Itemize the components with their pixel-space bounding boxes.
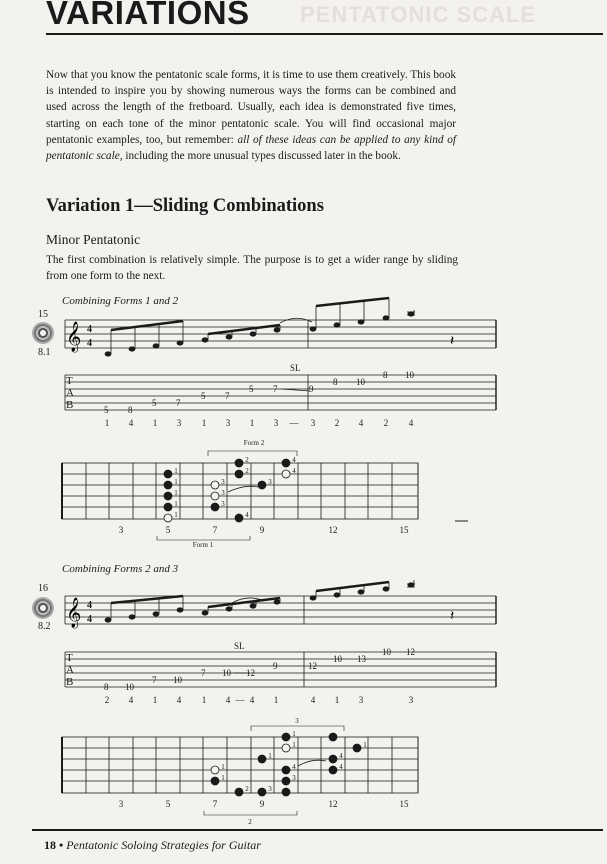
- svg-text:5: 5: [165, 525, 171, 535]
- measure-1-notes: [105, 596, 280, 622]
- svg-text:9: 9: [273, 661, 278, 671]
- svg-text:10: 10: [356, 377, 365, 387]
- svg-text:3: 3: [176, 418, 182, 428]
- svg-text:4: 4: [310, 695, 316, 705]
- svg-text:2: 2: [334, 418, 340, 428]
- svg-text:7: 7: [201, 668, 206, 678]
- svg-text:1: 1: [152, 695, 158, 705]
- time-sig-bottom: 4: [87, 338, 92, 349]
- svg-text:1: 1: [334, 695, 340, 705]
- svg-text:10: 10: [173, 675, 182, 685]
- svg-text:—: —: [289, 418, 299, 428]
- page-title: VARIATIONS: [46, 0, 250, 31]
- svg-text:3: 3: [118, 799, 124, 809]
- example-2-caption: Combining Forms 2 and 3: [62, 563, 179, 575]
- tab-letter-t: T: [66, 652, 73, 664]
- svg-text:8: 8: [104, 682, 109, 692]
- svg-text:1: 1: [174, 511, 178, 519]
- svg-text:3: 3: [221, 478, 225, 486]
- treble-clef-icon: 𝄞: [66, 598, 82, 628]
- tab-letter-a: A: [66, 664, 74, 676]
- svg-text:3: 3: [310, 418, 316, 428]
- svg-text:4: 4: [292, 456, 296, 464]
- svg-text:4: 4: [358, 418, 364, 428]
- svg-text:1: 1: [152, 418, 158, 428]
- svg-text:1: 1: [201, 695, 207, 705]
- time-sig-top: 4: [87, 600, 92, 611]
- svg-text:1: 1: [292, 730, 296, 738]
- svg-text:1: 1: [221, 763, 225, 771]
- svg-text:1: 1: [174, 467, 178, 475]
- svg-text:4: 4: [225, 695, 231, 705]
- svg-text:4: 4: [245, 511, 249, 519]
- ghost-heading: PENTATONIC SCALE: [300, 2, 537, 27]
- svg-text:8: 8: [333, 377, 338, 387]
- svg-text:12: 12: [328, 525, 338, 535]
- svg-text:15: 15: [399, 799, 409, 809]
- svg-text:1: 1: [201, 418, 207, 428]
- svg-text:4: 4: [128, 695, 134, 705]
- svg-text:10: 10: [333, 654, 342, 664]
- form-1-label: Form 1: [192, 541, 214, 549]
- svg-text:1: 1: [104, 418, 110, 428]
- footer-rule: [32, 829, 603, 831]
- example-1-track-number: 15: [38, 309, 48, 320]
- svg-text:10: 10: [382, 647, 391, 657]
- example-2-track-sub: 8.2: [38, 621, 51, 632]
- svg-text:3: 3: [268, 785, 272, 793]
- svg-text:1: 1: [363, 741, 367, 749]
- intro-paragraph: Now that you know the pentatonic scale forms, it is time to use them creatively. This book is intended to inspire you by showing numerous ways the forms can be combined and used across the length of the fretboard. Usually, each idea is demonstrated five times, starting on each tone of the minor pentatonic scale. You will find occasional major pentatonic examples, too, but remember: all of these ideas can be applied to any kind of pentatonic scale, including the more unusual types discussed later in the book.: [46, 69, 456, 163]
- time-sig-top: 4: [87, 324, 92, 335]
- svg-text:1: 1: [292, 741, 296, 749]
- svg-text:9: 9: [259, 525, 265, 535]
- slide-label: SL: [234, 641, 245, 651]
- svg-text:15: 15: [399, 525, 409, 535]
- treble-clef-icon: 𝄞: [66, 322, 82, 352]
- svg-text:2: 2: [383, 418, 389, 428]
- tab-letter-a: A: [66, 387, 74, 399]
- form-3-label: 3: [295, 717, 299, 725]
- svg-text:10: 10: [125, 682, 134, 692]
- svg-text:2: 2: [245, 467, 249, 475]
- example-2-track-number: 16: [38, 583, 48, 594]
- svg-text:3: 3: [292, 774, 296, 782]
- rest-icon: 𝄽: [450, 608, 455, 624]
- svg-text:5: 5: [152, 398, 157, 408]
- measure-2-notes: [310, 580, 415, 600]
- tab-numbers: [104, 647, 415, 692]
- svg-text:8: 8: [383, 370, 388, 380]
- svg-text:7: 7: [176, 398, 181, 408]
- rest-icon: 𝄽: [450, 333, 455, 349]
- svg-text:3: 3: [225, 418, 231, 428]
- svg-text:12: 12: [308, 661, 317, 671]
- svg-text:5: 5: [104, 405, 109, 415]
- example-1-track-sub: 8.1: [38, 347, 51, 358]
- svg-text:1: 1: [273, 695, 279, 705]
- time-sig-bottom: 4: [87, 614, 92, 625]
- svg-text:12: 12: [246, 668, 255, 678]
- svg-text:9: 9: [309, 384, 314, 394]
- svg-text:10: 10: [405, 370, 414, 380]
- svg-text:4: 4: [176, 695, 182, 705]
- example-1-caption: Combining Forms 1 and 2: [62, 295, 179, 307]
- fingering-last: 3: [408, 695, 414, 705]
- svg-text:2: 2: [245, 785, 249, 793]
- tab-letter-b: B: [66, 399, 74, 411]
- svg-text:12: 12: [328, 799, 338, 809]
- svg-text:1: 1: [249, 418, 255, 428]
- svg-text:4: 4: [408, 418, 414, 428]
- form-2-bottom-label: 2: [248, 818, 252, 826]
- svg-text:5: 5: [249, 384, 254, 394]
- svg-text:9: 9: [259, 799, 265, 809]
- fret-numbers-2: [119, 799, 409, 809]
- svg-text:5: 5: [201, 391, 206, 401]
- tab-letter-t: T: [66, 375, 73, 387]
- svg-text:2: 2: [245, 456, 249, 464]
- svg-text:13: 13: [357, 654, 366, 664]
- svg-text:3: 3: [268, 478, 272, 486]
- svg-text:4: 4: [292, 467, 296, 475]
- svg-text:4: 4: [128, 418, 134, 428]
- svg-text:—: —: [235, 695, 245, 705]
- svg-text:7: 7: [212, 799, 218, 809]
- svg-text:1: 1: [221, 774, 225, 782]
- svg-text:10: 10: [222, 668, 231, 678]
- form-2-label: Form 2: [243, 439, 265, 447]
- svg-text:2: 2: [104, 695, 110, 705]
- svg-text:3: 3: [273, 418, 279, 428]
- svg-text:4: 4: [339, 752, 343, 760]
- subsection-heading: Minor Pentatonic: [46, 232, 141, 247]
- section-heading: Variation 1—Sliding Combinations: [46, 196, 324, 216]
- svg-text:1: 1: [174, 478, 178, 486]
- svg-text:8: 8: [128, 405, 133, 415]
- page-footer: 18 • Pentatonic Soloing Strategies for Guitar: [44, 838, 261, 852]
- slide-label: SL: [290, 363, 301, 373]
- svg-text:4: 4: [249, 695, 255, 705]
- svg-text:7: 7: [212, 525, 218, 535]
- svg-text:3: 3: [118, 525, 124, 535]
- svg-text:12: 12: [406, 647, 415, 657]
- svg-text:3: 3: [221, 500, 225, 508]
- svg-text:4: 4: [339, 763, 343, 771]
- svg-text:7: 7: [225, 391, 230, 401]
- svg-text:4: 4: [292, 763, 296, 771]
- svg-text:7: 7: [273, 384, 278, 394]
- svg-text:3: 3: [358, 695, 364, 705]
- svg-text:1: 1: [174, 500, 178, 508]
- svg-text:3: 3: [221, 489, 225, 497]
- tab-letter-b: B: [66, 676, 74, 688]
- svg-text:7: 7: [152, 675, 157, 685]
- svg-text:5: 5: [165, 799, 171, 809]
- subsection-paragraph: The first combination is relatively simple. The purpose is to get a wider range by sliding from one form to the next.: [46, 254, 458, 283]
- svg-text:1: 1: [174, 489, 178, 497]
- svg-text:1: 1: [268, 752, 272, 760]
- fingering-row: [105, 695, 364, 705]
